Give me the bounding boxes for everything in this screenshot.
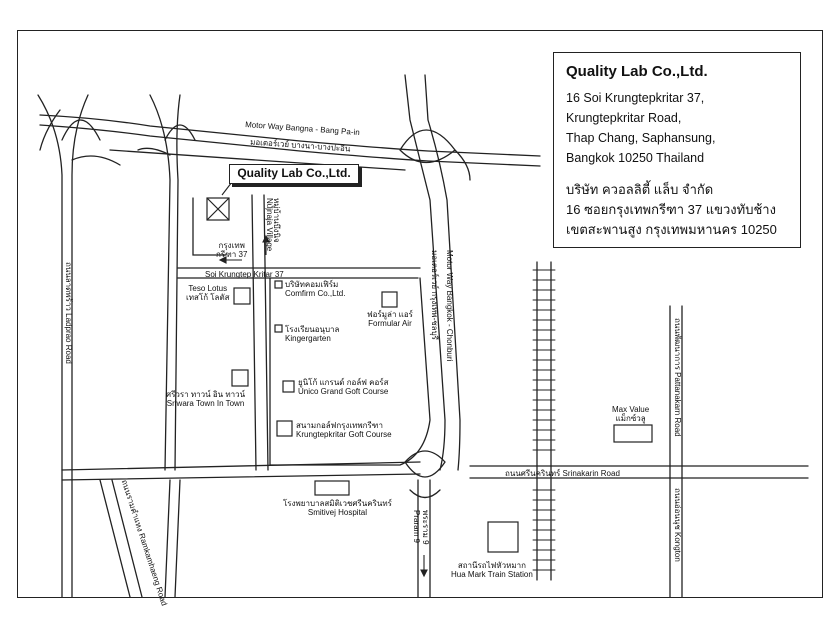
tesco-building <box>234 288 250 304</box>
label-motorway-chonburi-th: มอเตอร์เวย์ กรุงเทพ-ชลบุรี <box>430 250 439 340</box>
interchange-right-top <box>400 130 470 180</box>
label-sriwara: ศรีวรา ทาวน์ อิน ทาวน์ Sriwara Town In Town <box>166 390 246 408</box>
kindergarten-building <box>275 325 282 332</box>
address-line-4: Bangkok 10250 Thailand <box>566 151 705 165</box>
label-rama9: Praram 9 <box>412 510 421 543</box>
unico-building <box>283 381 294 392</box>
sriwara-building <box>232 370 248 386</box>
thai-line-3: เขตสะพานสูง กรุงเทพมหานคร 10250 <box>566 222 777 237</box>
label-village: Nujnaja Village <box>265 198 274 252</box>
road-sukapiban-edge <box>175 95 180 470</box>
label-motorway-bangna-th: มอเตอร์เวย์ บางนา-บางปะอิน <box>249 137 351 154</box>
address-line-3: Thap Chang, Saphansung, <box>566 131 716 145</box>
label-krungtep-golf: สนามกอล์ฟกรุงเทพกรีฑา Krungtepkritar Goft Course <box>296 421 392 439</box>
label-huamark: สถานีรถไฟหัวหมาก Hua Mark Train Station <box>451 561 533 579</box>
label-krungtep: กรุงเทพ กรีฑา 37 <box>216 241 248 259</box>
arrow-down-rama9-head <box>421 570 427 576</box>
label-tesco: Teso Lotus เทสโก้ โลตัส <box>186 284 230 302</box>
label-motorway-bangna: Motor Way Bangna - Bang Pa-in <box>244 120 361 137</box>
label-unico: ยูนิโก้ แกรนด์ กอล์ฟ คอร์ส Unico Grand Goft Course <box>298 378 389 396</box>
label-formular: ฟอร์มูล่า แอร์ Formular Air <box>367 310 413 328</box>
comfirm-building <box>275 281 282 288</box>
road-ladprao <box>38 95 62 470</box>
address-line-2: Krungtepkritar Road, <box>566 111 682 125</box>
address-box <box>553 52 801 248</box>
huamark-building <box>488 522 518 552</box>
quality-lab-callout: Quality Lab Co.,Ltd. <box>229 164 359 184</box>
road-srinakarin <box>62 462 808 480</box>
address-line-1: 16 Soi Krungtepkritar 37, <box>566 91 705 105</box>
label-srinakarin: ถนนศรีนครินทร์ Srinakarin Road <box>505 469 620 478</box>
label-pattanakarn: ถนนพัฒนาการ Pattanakarn Road <box>673 318 682 437</box>
road-ladprao-south <box>62 470 72 597</box>
label-motorway-chonburi: Motor Way Bangkok - Chonburi <box>445 250 454 362</box>
maxvalue-building <box>614 425 652 442</box>
label-kongton: ถนนอ่อนนุช Kongton <box>673 488 682 562</box>
label-ladprao: ถนนลาดพร้าว Ladprao Road <box>64 262 73 364</box>
label-maxvalue: Max Value แม็กซ์วลู <box>612 405 650 423</box>
krungtep-golf-building <box>277 421 292 436</box>
label-village-th: หมู่บ้านบึงนิจ <box>272 198 281 243</box>
label-soi-37: Soi Krungtep Kritar 37 <box>205 270 284 279</box>
thai-line-1: บริษัท ควอลลิตี้ แล็บ จำกัด <box>566 182 714 197</box>
thai-line-2: 16 ซอยกรุงเทพกรีฑา 37 แขวงทับช้าง <box>566 202 776 217</box>
samitivej-building <box>315 481 349 495</box>
label-comfirm: บริษัทคอมเฟิร์ม Comfirm Co.,Ltd. <box>285 280 346 298</box>
formular-building <box>382 292 397 307</box>
road-ramkamhaeng-2 <box>165 480 180 597</box>
railway-sleepers <box>533 270 555 570</box>
label-samitivej: โรงพยาบาลสมิติเวชศรีนครินทร์ Smitivej Hospital <box>283 499 392 517</box>
label-rama9-th: พระราม 9 <box>421 510 430 545</box>
company-name: Quality Lab Co.,Ltd. <box>566 63 708 80</box>
label-kindergarten: โรงเรียนอนุบาล Kingergarten <box>285 325 340 343</box>
label-ramkamhaeng: ถนนรามคำแหง Ramkamhaeng Road <box>119 478 169 607</box>
